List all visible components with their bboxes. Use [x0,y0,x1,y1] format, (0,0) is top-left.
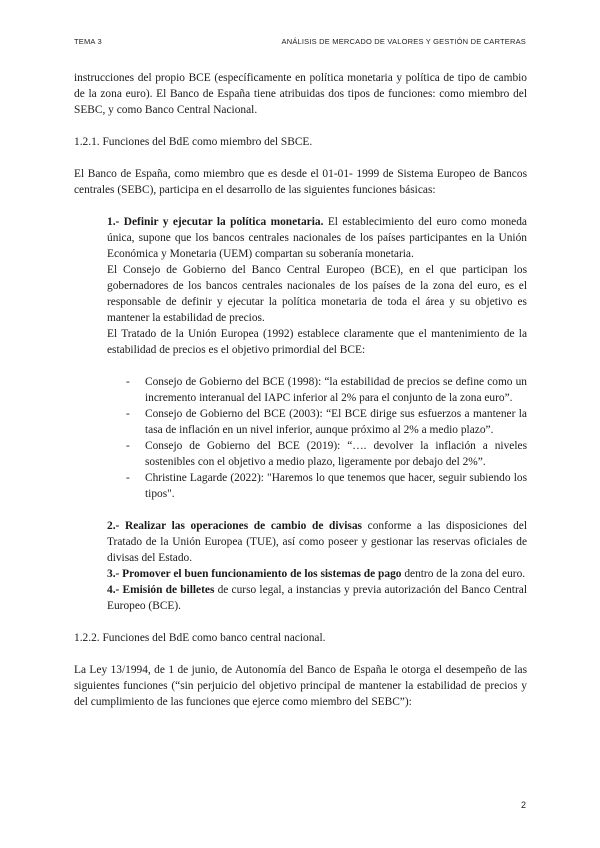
function-1-paragraph-3: El Tratado de la Unión Europea (1992) establece claramente que el mantenimiento de la estabilidad de precios es el objetivo primordial del BCE: [107,328,527,356]
intro-paragraph: instrucciones del propio BCE (específicamente en política monetaria y política de tipo de cambio de la zona euro). El Banco de España tiene atribuidas dos tipos de funciones: como miembro del SEBC, y como Banco Central Nacional. [74,72,527,116]
function-4-text: de curso legal, a instancias y previa autorización del Banco Central Europeo (BCE). [107,584,527,612]
header-course-title: ANÁLISIS DE MERCADO DE VALORES Y GESTIÓN DE CARTERAS [281,37,526,46]
section-heading-122: 1.2.2. Funciones del BdE como banco central nacional. [74,632,326,644]
quote-item: - Christine Lagarde (2022): "Haremos lo que tenemos que hacer, seguir subiendo los tipos". [126,470,527,502]
function-2-title: 2.- Realizar las operaciones de cambio de divisas [107,520,362,532]
page-number: 2 [520,800,526,810]
function-3 [107,566,527,582]
function-1 [107,214,527,262]
function-1-title: 1.- Definir y ejecutar la política monetaria. [107,216,324,228]
function-2-text: conforme a las disposiciones del Tratado de la Unión Europea (TUE), así como poseer y gestionar las reservas oficiales de divisas del Estado. [107,520,528,564]
sebc-intro-paragraph: El Banco de España, como miembro que es desde el 01-01- 1999 de Sistema Europeo de Bancos centrales (SEBC), participa en el desarrollo de las siguientes funciones básicas: [74,168,527,196]
function-1-paragraph-2: El Consejo de Gobierno del Banco Central Europeo (BCE), en el que participan los gobernadores de los bancos centrales nacionales de los países de la zona del euro, es el responsable de definir y ejecutar la política monetaria de toda el área y su objetivo es mantener la estabilidad de precios. [107,264,527,324]
function-3-text: dentro de la zona del euro. [401,568,526,580]
section-heading-121: 1.2.1. Funciones del BdE como miembro del SBCE. [74,136,313,148]
function-4-title: 4.- Emisión de billetes [107,584,215,596]
functions-block-2 [107,518,527,614]
header-chapter: TEMA 3 [74,37,102,46]
functions-block [107,214,527,358]
function-1-text: El establecimiento del euro como moneda única, supone que los bancos centrales nacionales de los países participantes en la Unión Económica y Monetaria (UEM) compartan su soberanía monetaria. [107,216,527,260]
quote-item: - Consejo de Gobierno del BCE (2003): “El BCE dirige sus esfuerzos a mantener la tasa de inflación en un nivel inferior, aunque próximo al 2% a medio plazo”. [126,406,527,438]
quote-list [126,374,527,502]
function-4 [107,582,527,614]
page-header [74,37,526,46]
function-3-title: 3.- Promover el buen funcionamiento de los sistemas de pago [107,568,402,580]
page-body [74,70,527,710]
function-2 [107,518,527,566]
ley-paragraph: La Ley 13/1994, de 1 de junio, de Autonomía del Banco de España le otorga el desempeño de las siguientes funciones (“sin perjuicio del objetivo principal de mantener la estabilidad de precios y del cumplimiento de las funciones que ejerce como miembro del SEBC”): [74,664,527,708]
quote-item: - Consejo de Gobierno del BCE (1998): “la estabilidad de precios se define como un incremento interanual del IAPC inferior al 2% para el conjunto de la zona euro”. [126,374,527,406]
quote-item: - Consejo de Gobierno del BCE (2019): “…. devolver la inflación a niveles sostenibles con el objetivo a medio plazo, ligeramente por debajo del 2%”. [126,438,527,470]
